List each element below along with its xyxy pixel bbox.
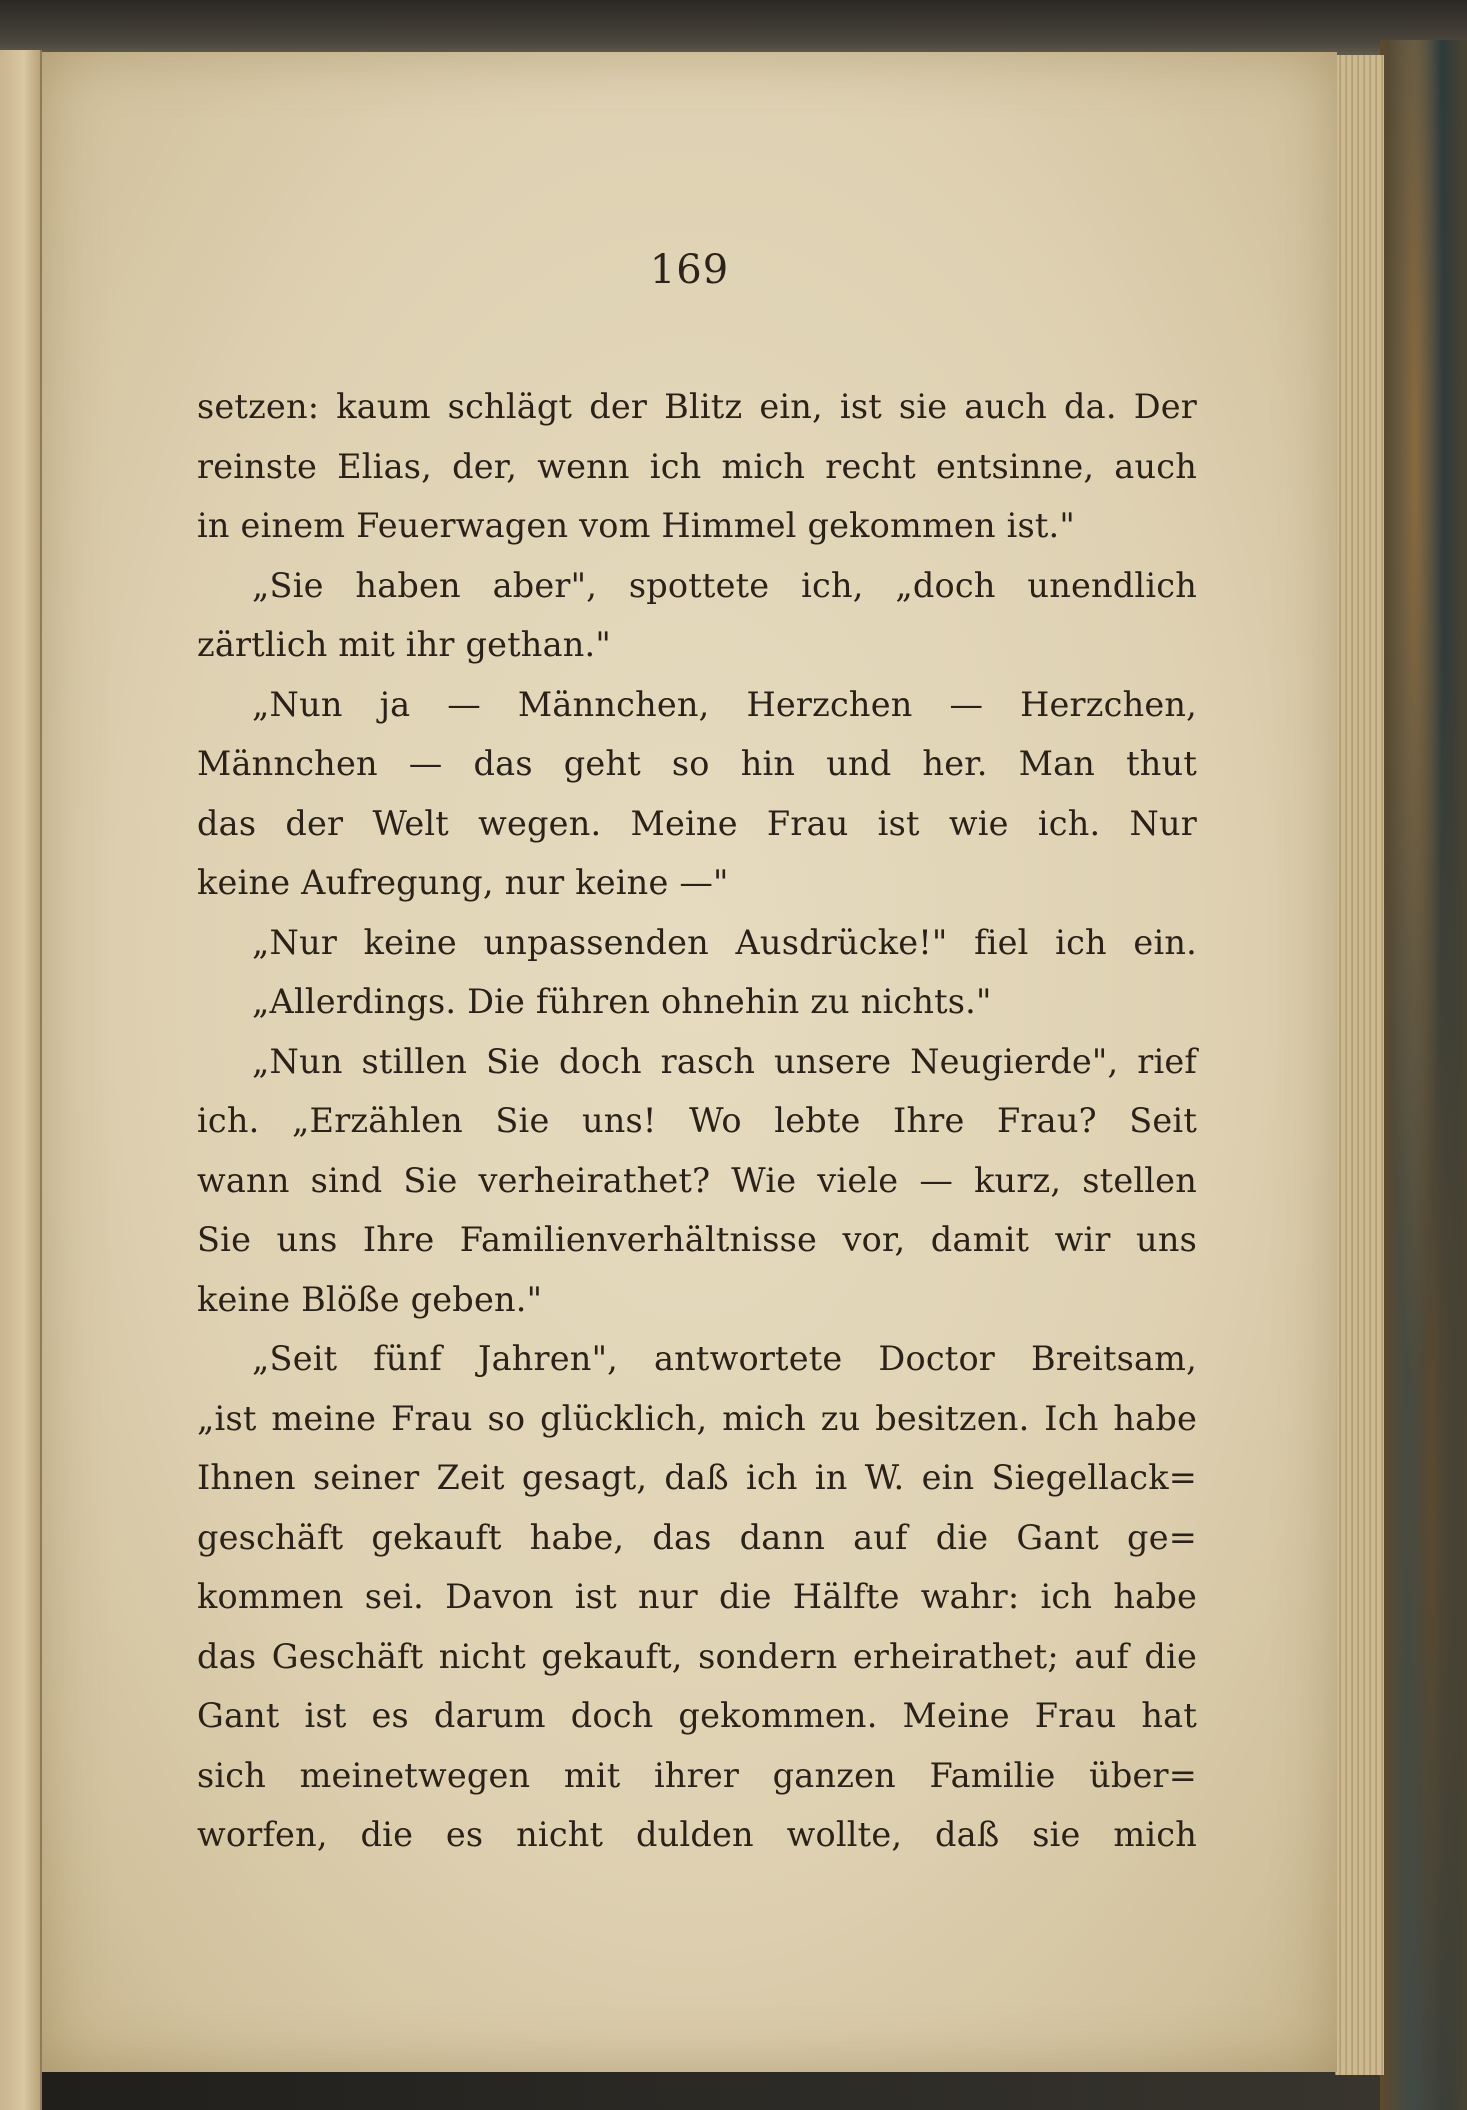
page-stack-edge — [1335, 55, 1384, 2075]
text-line: reinste Elias, der, wenn ich mich recht entsinne, auch — [197, 446, 1197, 486]
text-line: „Sie haben aber", spottete ich, „doch unendlich — [252, 565, 1197, 605]
text-line: kommen sei. Davon ist nur die Hälfte wahr: ich habe — [197, 1577, 1197, 1616]
book-page — [42, 52, 1337, 2072]
book-cover-edge — [1380, 40, 1467, 2110]
text-line: „Nun stillen Sie doch rasch unsere Neugierde", rief — [252, 1041, 1197, 1081]
text-line: das Geschäft nicht gekauft, sondern erheirathet; auf die — [197, 1636, 1197, 1676]
text-line: geschäft gekauft habe, das dann auf die Gant ge= — [197, 1517, 1197, 1557]
text-line: zärtlich mit ihr gethan." — [197, 625, 611, 664]
text-line: Sie uns Ihre Familienverhältnisse vor, damit wir uns — [197, 1220, 1197, 1259]
text-line: das der Welt wegen. Meine Frau ist wie ich. Nur — [197, 803, 1197, 843]
previous-page-edge — [0, 50, 42, 2110]
body-text — [197, 377, 1197, 1865]
text-line: in einem Feuerwagen vom Himmel gekommen ist." — [197, 506, 1075, 545]
text-line: Gant ist es darum doch gekommen. Meine Frau hat — [197, 1696, 1197, 1735]
text-line: keine Aufregung, nur keine —" — [197, 863, 729, 902]
text-line: keine Blöße geben." — [197, 1279, 543, 1319]
text-line: „Nur keine unpassenden Ausdrücke!" fiel ich ein. — [252, 922, 1197, 962]
text-line: worfen, die es nicht dulden wollte, daß sie mich — [197, 1815, 1197, 1854]
text-line: „Seit fünf Jahren", antwortete Doctor Breitsam, — [252, 1339, 1197, 1378]
text-line: wann sind Sie verheirathet? Wie viele — kurz, stellen — [197, 1160, 1197, 1200]
text-line: Ihnen seiner Zeit gesagt, daß ich in W. ein Siegellack= — [197, 1458, 1197, 1497]
text-line: „ist meine Frau so glücklich, mich zu besitzen. Ich habe — [197, 1398, 1197, 1438]
text-line: ich. „Erzählen Sie uns! Wo lebte Ihre Frau? Seit — [197, 1101, 1197, 1140]
binding-top-edge — [0, 0, 1467, 60]
page-number: 169 — [649, 247, 730, 293]
text-line: „Allerdings. Die führen ohnehin zu nichts." — [252, 982, 992, 1021]
text-line: setzen: kaum schlägt der Blitz ein, ist sie auch da. Der — [197, 387, 1197, 426]
text-line: Männchen — das geht so hin und her. Man thut — [197, 744, 1197, 783]
text-line: sich meinetwegen mit ihrer ganzen Familie über= — [197, 1755, 1197, 1795]
text-line: „Nun ja — Männchen, Herzchen — Herzchen, — [252, 684, 1197, 724]
